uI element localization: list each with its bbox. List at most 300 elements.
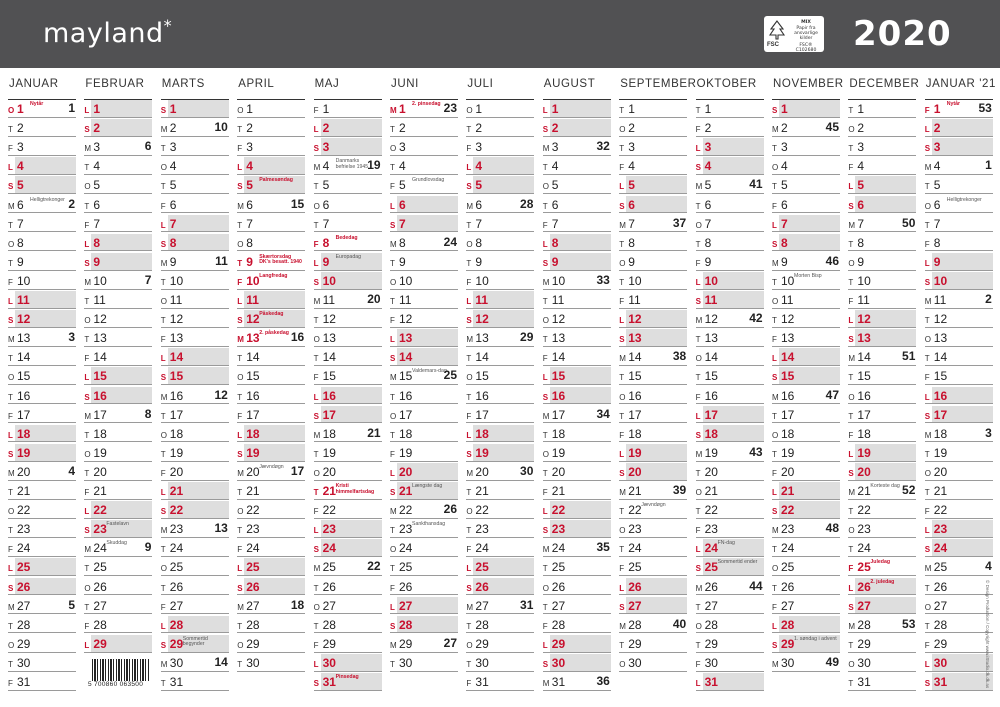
day-note: Påskedag [259, 311, 284, 318]
day-number: 25 [17, 560, 31, 575]
day-note: Europadag [335, 253, 361, 260]
day-number: 1 [704, 102, 712, 116]
weekday-letter: L [848, 316, 854, 326]
day-cell [161, 157, 229, 175]
weekday-letter: F [390, 583, 395, 593]
weekend-shade [703, 157, 764, 174]
day-number: 26 [781, 579, 795, 594]
weekday-letter: O [8, 373, 15, 383]
day-number: 15 [93, 369, 107, 384]
weekday-letter: T [619, 239, 625, 249]
weekend-shade [550, 119, 611, 136]
weekday-letter: S [619, 201, 625, 211]
day-number: 31 [857, 675, 871, 689]
weekday-letter: S [390, 488, 396, 497]
day-cell [8, 157, 76, 175]
day-number: 13 [246, 331, 260, 346]
day-cell [466, 635, 534, 653]
weekday-letter: L [848, 182, 854, 192]
day-number: 29 [704, 636, 718, 651]
day-number: 23 [933, 522, 948, 537]
day-cell [696, 310, 764, 328]
day-cell [848, 329, 916, 347]
day-number: 19 [933, 445, 948, 460]
weekday-letter: T [619, 277, 625, 287]
weekday-letter: F [84, 354, 90, 364]
day-cell [314, 616, 382, 634]
weekday-letter: F [160, 335, 166, 345]
weekday-letter: T [619, 106, 625, 115]
day-number: 15 [933, 369, 948, 384]
day-cell [466, 329, 534, 347]
day-number: 10 [399, 273, 413, 288]
day-cell [848, 310, 916, 328]
day-number: 26 [857, 579, 871, 594]
day-number: 9 [93, 254, 101, 269]
day-cell [314, 406, 382, 424]
day-note: 2. påskedag [259, 330, 289, 337]
day-number: 1 [17, 102, 24, 116]
weekday-letter: F [160, 468, 166, 478]
weekday-letter: O [772, 163, 779, 173]
day-number: 5 [933, 178, 941, 193]
day-cell [161, 520, 229, 538]
month-name: JUNI [391, 78, 419, 90]
day-cell [466, 119, 534, 137]
day-cell [237, 234, 305, 252]
weekday-letter: M [619, 621, 626, 631]
weekday-letter: O [8, 640, 15, 650]
weekday-letter: O [695, 220, 702, 230]
weekday-letter: S [237, 583, 243, 593]
day-cell [8, 367, 76, 385]
day-cell [772, 291, 840, 309]
day-cell [390, 215, 458, 233]
day-cell [237, 520, 305, 538]
day-cell [84, 157, 152, 175]
weekday-letter: L [8, 163, 13, 173]
day-number: 30 [628, 655, 642, 670]
day-cell [84, 406, 152, 424]
week-number: 1 [985, 158, 992, 173]
day-cell [925, 196, 993, 214]
day-number: 26 [933, 579, 948, 594]
weekday-letter: T [924, 449, 930, 459]
weekday-letter: T [466, 258, 472, 268]
day-number: 2 [399, 121, 406, 136]
week-number: 52 [902, 483, 916, 497]
weekday-letter: F [772, 201, 777, 211]
day-number: 3 [475, 140, 483, 155]
weekday-letter: T [695, 507, 701, 517]
weekday-letter: S [237, 316, 243, 326]
day-cell [84, 176, 152, 194]
day-number: 17 [628, 407, 642, 422]
weekday-letter: T [160, 411, 166, 421]
weekday-letter: M [237, 602, 244, 612]
weekday-letter: S [619, 335, 625, 345]
weekday-letter: M [8, 602, 15, 612]
weekday-letter: O [8, 239, 15, 249]
day-number: 21 [246, 484, 260, 498]
day-cell [543, 635, 611, 653]
weekday-letter: M [772, 659, 779, 669]
day-cell [848, 138, 916, 156]
day-number: 18 [628, 426, 642, 441]
day-note: 2. pinsedag [412, 101, 441, 107]
weekday-letter: O [466, 640, 473, 650]
barcode-bars [92, 659, 150, 681]
weekday-letter: M [542, 411, 550, 421]
weekday-letter: F [619, 430, 625, 440]
day-cell [925, 406, 993, 424]
weekday-letter: T [924, 354, 930, 364]
weekday-letter: T [237, 659, 243, 669]
weekday-letter: S [848, 335, 854, 345]
weekday-letter: T [84, 602, 90, 612]
weekday-letter: F [237, 144, 243, 154]
day-number: 18 [933, 426, 948, 441]
day-note: Længste dag [412, 483, 443, 489]
fsc-mix: MIX [801, 20, 811, 25]
weekday-letter: S [313, 277, 319, 287]
week-number: 11 [215, 253, 228, 268]
day-number: 7 [93, 216, 101, 231]
day-cell [848, 215, 916, 233]
day-cell [619, 520, 687, 538]
day-number: 5 [93, 178, 101, 193]
day-number: 3 [551, 140, 559, 155]
weekday-letter: S [160, 507, 167, 517]
weekday-letter: M [695, 182, 703, 192]
day-number: 26 [322, 579, 336, 594]
day-number: 16 [628, 388, 642, 403]
day-number: 1 [475, 102, 483, 116]
day-number: 6 [17, 197, 24, 212]
calendar-year: 2020 [853, 14, 952, 54]
day-cell [390, 597, 458, 615]
week-number: 35 [596, 540, 610, 555]
day-cell [619, 119, 687, 137]
week-number: 50 [902, 215, 916, 230]
day-cell [8, 578, 76, 596]
day-cell [466, 520, 534, 538]
week-number: 25 [443, 368, 457, 383]
week-number: 12 [214, 387, 228, 402]
weekend-shade [626, 196, 687, 213]
week-number: 24 [443, 234, 457, 249]
weekday-letter: F [619, 297, 625, 306]
day-number: 30 [399, 655, 413, 670]
day-cell [314, 444, 382, 462]
day-cell [8, 539, 76, 557]
week-number: 5 [68, 597, 75, 612]
day-number: 10 [475, 273, 489, 288]
weekend-shade [91, 100, 152, 117]
weekday-letter: T [542, 335, 548, 345]
weekday-letter: T [695, 373, 701, 383]
weekday-letter: T [390, 297, 395, 306]
weekday-letter: S [313, 144, 319, 154]
day-cell [390, 406, 458, 424]
day-cell [543, 138, 611, 156]
weekday-letter: O [84, 583, 91, 593]
day-cell [772, 157, 840, 175]
weekday-letter: L [848, 583, 854, 593]
weekend-shade [321, 138, 382, 155]
day-number: 27 [628, 598, 642, 613]
day-cell [696, 157, 764, 175]
day-cell [925, 501, 993, 519]
day-cell [619, 597, 687, 615]
day-number: 12 [933, 312, 948, 327]
day-cell [466, 501, 534, 519]
weekday-letter: M [390, 640, 397, 650]
weekend-shade [15, 157, 76, 174]
day-number: 21 [628, 484, 642, 498]
day-cell [619, 272, 687, 290]
day-cell [237, 425, 305, 443]
weekday-letter: T [160, 182, 166, 192]
day-cell [466, 234, 534, 252]
day-number: 8 [551, 235, 559, 250]
day-number: 30 [933, 655, 948, 670]
weekday-letter: S [695, 564, 701, 574]
day-cell [772, 138, 840, 156]
weekday-letter: T [695, 335, 701, 345]
day-number: 2 [933, 121, 941, 136]
day-note: Bededag [335, 234, 358, 241]
weekday-letter: M [466, 602, 474, 612]
day-cell [84, 119, 152, 137]
day-number: 8 [246, 235, 253, 250]
day-number: 21 [169, 484, 184, 498]
weekday-letter: T [313, 220, 319, 230]
weekday-letter: S [542, 258, 549, 268]
day-number: 19 [628, 445, 642, 460]
day-cell [619, 501, 687, 519]
weekday-letter: M [619, 354, 626, 364]
weekday-letter: T [313, 621, 319, 631]
day-cell [466, 100, 534, 118]
weekday-letter: T [313, 316, 319, 326]
day-cell [772, 176, 840, 194]
week-number: 16 [290, 330, 305, 345]
weekday-letter: M [237, 468, 244, 478]
weekday-letter: S [772, 640, 778, 650]
day-cell [543, 673, 611, 691]
week-number: 28 [520, 196, 534, 211]
weekday-letter: M [848, 488, 856, 497]
day-number: 5 [322, 178, 330, 193]
weekend-shade [779, 100, 840, 117]
weekday-letter: T [772, 277, 777, 287]
weekday-letter: M [772, 392, 779, 402]
day-number: 18 [781, 426, 795, 441]
day-number: 7 [399, 216, 406, 231]
weekday-letter: T [390, 392, 395, 402]
month-name: DECEMBER [849, 78, 920, 90]
weekday-letter: S [160, 239, 167, 249]
weekday-letter: F [772, 468, 777, 478]
day-cell [925, 654, 993, 672]
day-cell [696, 616, 764, 634]
weekday-letter: S [160, 640, 167, 650]
day-number: 24 [399, 541, 413, 556]
day-cell [8, 654, 76, 672]
day-cell [696, 635, 764, 653]
day-cell [161, 425, 229, 443]
weekday-letter: L [542, 373, 548, 383]
week-number: 1 [68, 101, 75, 115]
month-name: AUGUST [543, 78, 596, 90]
weekday-letter: L [160, 488, 166, 497]
day-cell [314, 482, 382, 500]
day-number: 19 [399, 445, 413, 460]
weekday-letter: O [848, 125, 855, 135]
day-number: 18 [475, 426, 489, 441]
day-number: 1 [551, 102, 559, 116]
day-cell [772, 463, 840, 481]
day-number: 3 [781, 140, 788, 155]
day-number: 14 [322, 350, 336, 365]
weekday-letter: S [390, 354, 396, 364]
weekday-letter: T [542, 430, 548, 440]
day-cell [390, 176, 458, 194]
day-number: 5 [17, 178, 24, 193]
day-cell [8, 558, 76, 576]
weekday-letter: L [8, 430, 13, 440]
day-cell [84, 387, 152, 405]
day-number: 6 [628, 197, 635, 212]
day-cell [314, 157, 382, 175]
day-cell [466, 482, 534, 500]
weekday-letter: O [695, 354, 702, 364]
day-number: 15 [475, 369, 489, 384]
day-number: 19 [169, 445, 184, 460]
weekday-letter: F [848, 297, 854, 306]
day-number: 16 [246, 388, 260, 403]
weekday-letter: F [237, 545, 243, 555]
weekday-letter: S [84, 392, 90, 402]
weekday-letter: O [237, 640, 244, 650]
day-number: 8 [17, 235, 24, 250]
day-note: Langfredag [259, 272, 288, 279]
day-number: 17 [322, 407, 336, 422]
day-cell [772, 444, 840, 462]
month-name: NOVEMBER [773, 78, 844, 90]
day-number: 16 [857, 388, 871, 403]
day-cell [84, 234, 152, 252]
day-number: 17 [857, 407, 871, 422]
weekday-letter: M [772, 125, 779, 135]
weekday-letter: T [695, 640, 701, 650]
day-number: 22 [857, 503, 871, 518]
day-number: 4 [246, 159, 253, 174]
day-number: 8 [399, 235, 406, 250]
day-cell [772, 215, 840, 233]
week-number: 37 [672, 215, 687, 230]
weekday-letter: T [466, 621, 472, 631]
day-number: 3 [933, 140, 941, 155]
weekday-letter: O [84, 449, 91, 459]
weekday-letter: O [84, 182, 91, 192]
day-note: Sommertid ender [717, 559, 758, 566]
day-cell [696, 654, 764, 672]
day-cell [314, 539, 382, 557]
day-cell [237, 539, 305, 557]
day-number: 11 [93, 293, 106, 307]
day-number: 14 [628, 350, 642, 365]
day-number: 25 [628, 560, 642, 575]
day-number: 27 [551, 598, 566, 613]
day-cell [237, 367, 305, 385]
weekday-letter: O [848, 526, 855, 536]
weekday-letter: O [160, 564, 168, 574]
day-number: 23 [628, 522, 642, 537]
day-number: 18 [322, 426, 336, 441]
day-number: 11 [551, 293, 565, 307]
day-cell [161, 291, 229, 309]
weekday-letter: L [84, 106, 90, 115]
day-cell [772, 616, 840, 634]
day-number: 26 [704, 579, 718, 594]
weekday-letter: T [160, 583, 166, 593]
day-cell [161, 215, 229, 233]
week-number: 23 [443, 101, 457, 115]
weekday-letter: O [237, 239, 244, 249]
weekend-shade [550, 100, 611, 117]
day-cell [84, 463, 152, 481]
day-cell [848, 196, 916, 214]
day-cell [925, 253, 993, 271]
weekday-letter: M [390, 507, 397, 517]
weekday-letter: S [160, 373, 167, 383]
weekday-letter: S [466, 449, 472, 459]
day-number: 2 [246, 121, 253, 136]
weekday-letter: L [466, 163, 472, 173]
day-cell [8, 234, 76, 252]
weekday-letter: S [695, 430, 701, 440]
day-number: 21 [781, 484, 795, 498]
weekday-letter: O [924, 335, 932, 345]
day-number: 26 [551, 579, 566, 594]
day-number: 16 [17, 388, 31, 403]
day-cell [848, 482, 916, 500]
day-number: 9 [17, 254, 24, 269]
day-cell [619, 425, 687, 443]
day-note: Skærtorsdag DK's besatt. 1940 [259, 253, 302, 266]
day-number: 23 [857, 522, 871, 537]
day-number: 19 [17, 445, 31, 460]
day-cell [925, 578, 993, 596]
weekday-letter: M [542, 144, 550, 154]
weekday-letter: T [466, 354, 472, 364]
day-number: 18 [551, 426, 566, 441]
day-number: 9 [781, 254, 788, 269]
weekday-letter: O [466, 373, 473, 383]
day-number: 1 [169, 102, 177, 116]
weekday-letter: O [84, 316, 91, 326]
day-cell [8, 253, 76, 271]
weekday-letter: M [924, 430, 932, 440]
weekday-letter: M [237, 201, 244, 211]
fsc-line-1: Papir fra [796, 26, 816, 31]
day-number: 9 [857, 254, 865, 269]
week-number: 18 [290, 597, 305, 612]
day-number: 22 [475, 503, 489, 518]
day-cell [772, 539, 840, 557]
